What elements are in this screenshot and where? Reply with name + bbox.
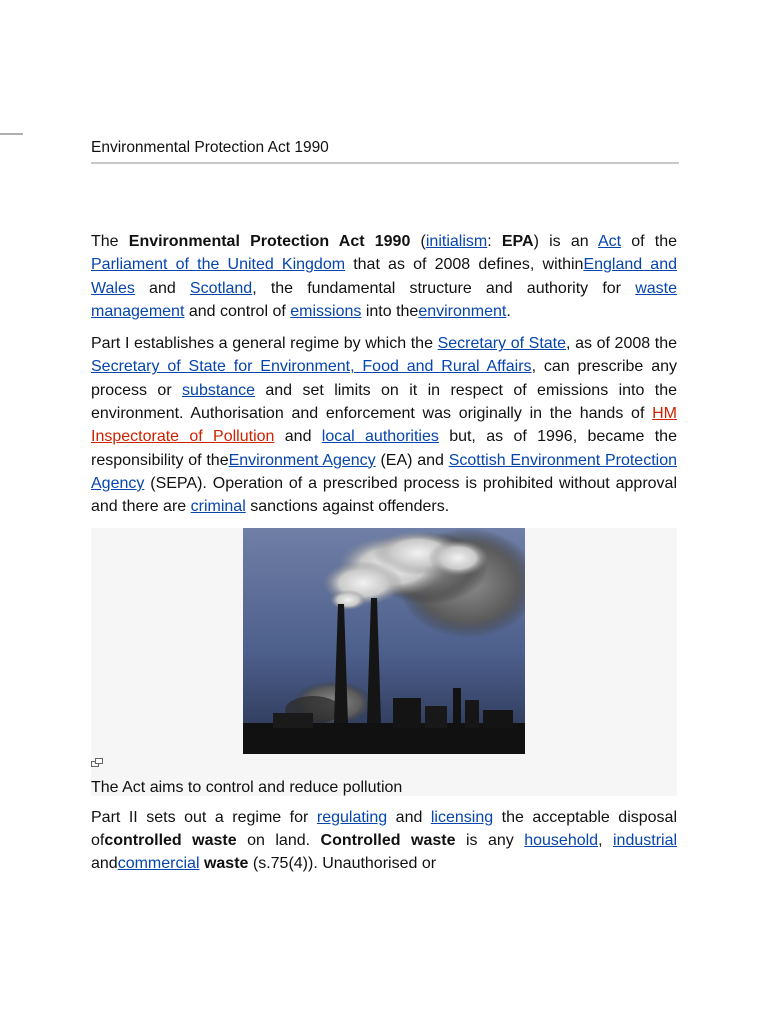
term-waste: waste	[203, 855, 249, 873]
figure-caption: The Act aims to control and reduce pollution	[91, 778, 403, 796]
text: , as of 2008 the	[566, 335, 677, 353]
document-title: Environmental Protection Act 1990	[91, 139, 679, 164]
text: ,	[598, 831, 613, 849]
link-environment-agency[interactable]: Environment Agency	[228, 451, 376, 469]
link-environment[interactable]: environment	[418, 302, 507, 320]
epa-abbrev: EPA	[501, 233, 534, 250]
link-secretary-environment[interactable]: Secretary of State for Environment, Food and Rural Affairs	[91, 358, 532, 376]
link-household[interactable]: household	[524, 831, 599, 849]
term-controlled-waste: Controlled waste	[320, 831, 456, 849]
text: and	[91, 855, 118, 873]
expand-icon[interactable]	[91, 758, 103, 768]
text: :	[487, 233, 502, 250]
text: (SEPA). Operation of a prescribed process is prohibited without approval and there are	[91, 474, 677, 516]
paragraph-part-one	[91, 332, 677, 518]
text: .	[506, 302, 511, 320]
text: is any	[455, 831, 525, 849]
link-sepa[interactable]: Scottish Environment Protection Agency	[91, 451, 677, 492]
text: The	[91, 233, 129, 250]
text: the acceptable disposal of	[91, 808, 678, 849]
text: sanctions against offenders.	[245, 498, 450, 516]
article-body	[91, 230, 677, 884]
link-hm-inspectorate[interactable]: HM Inspectorate of Pollution	[91, 405, 677, 446]
link-england-wales[interactable]: England and Wales	[91, 256, 678, 297]
smokestacks-photo[interactable]	[243, 528, 525, 754]
text: into the	[361, 302, 419, 320]
text: and set limits on it in respect of emissions into the environment. Authorisation and enforcement was originally in the hands of	[91, 381, 678, 423]
link-commercial[interactable]: commercial	[117, 855, 200, 873]
link-secretary-of-state[interactable]: Secretary of State	[437, 335, 567, 353]
text: and	[274, 428, 322, 446]
text: that as of 2008 defines, within	[345, 256, 584, 274]
figure	[91, 528, 677, 796]
text: , the fundamental structure and authority for	[252, 279, 636, 297]
link-local-authorities[interactable]: local authorities	[321, 428, 439, 446]
paragraph-intro	[91, 230, 677, 323]
margin-mark	[0, 133, 23, 135]
paragraph-part-two	[91, 806, 677, 876]
text: of the	[621, 233, 678, 250]
text: Part II sets out a regime for	[91, 808, 317, 826]
link-emissions[interactable]: emissions	[290, 302, 362, 320]
link-waste-management[interactable]: waste management	[91, 279, 677, 320]
text: (EA) and	[375, 451, 449, 469]
text: and	[387, 808, 431, 826]
term-controlled-waste: controlled waste	[104, 831, 237, 849]
link-act[interactable]: Act	[597, 233, 622, 250]
text: (	[410, 233, 426, 250]
act-name: Environmental Protection Act 1990	[128, 233, 411, 250]
link-substance[interactable]: substance	[182, 381, 255, 399]
text: , can prescribe any process or	[91, 358, 677, 399]
link-licensing[interactable]: licensing	[430, 808, 494, 826]
text: ) is an	[533, 233, 598, 250]
text: (s.75(4)). Unauthorised or	[248, 855, 437, 873]
text: Part I establishes a general regime by which the	[91, 335, 438, 353]
link-criminal[interactable]: criminal	[190, 498, 246, 516]
link-initialism[interactable]: initialism	[425, 233, 488, 250]
link-parliament[interactable]: Parliament of the United Kingdom	[91, 256, 346, 274]
link-scotland[interactable]: Scotland	[189, 279, 253, 297]
text: but, as of 1996, became the responsibility of the	[91, 428, 677, 469]
link-regulating[interactable]: regulating	[316, 808, 388, 826]
text: and control of	[184, 302, 291, 320]
link-industrial[interactable]: industrial	[613, 831, 678, 849]
text: and	[134, 279, 190, 297]
text: on land.	[236, 831, 321, 849]
